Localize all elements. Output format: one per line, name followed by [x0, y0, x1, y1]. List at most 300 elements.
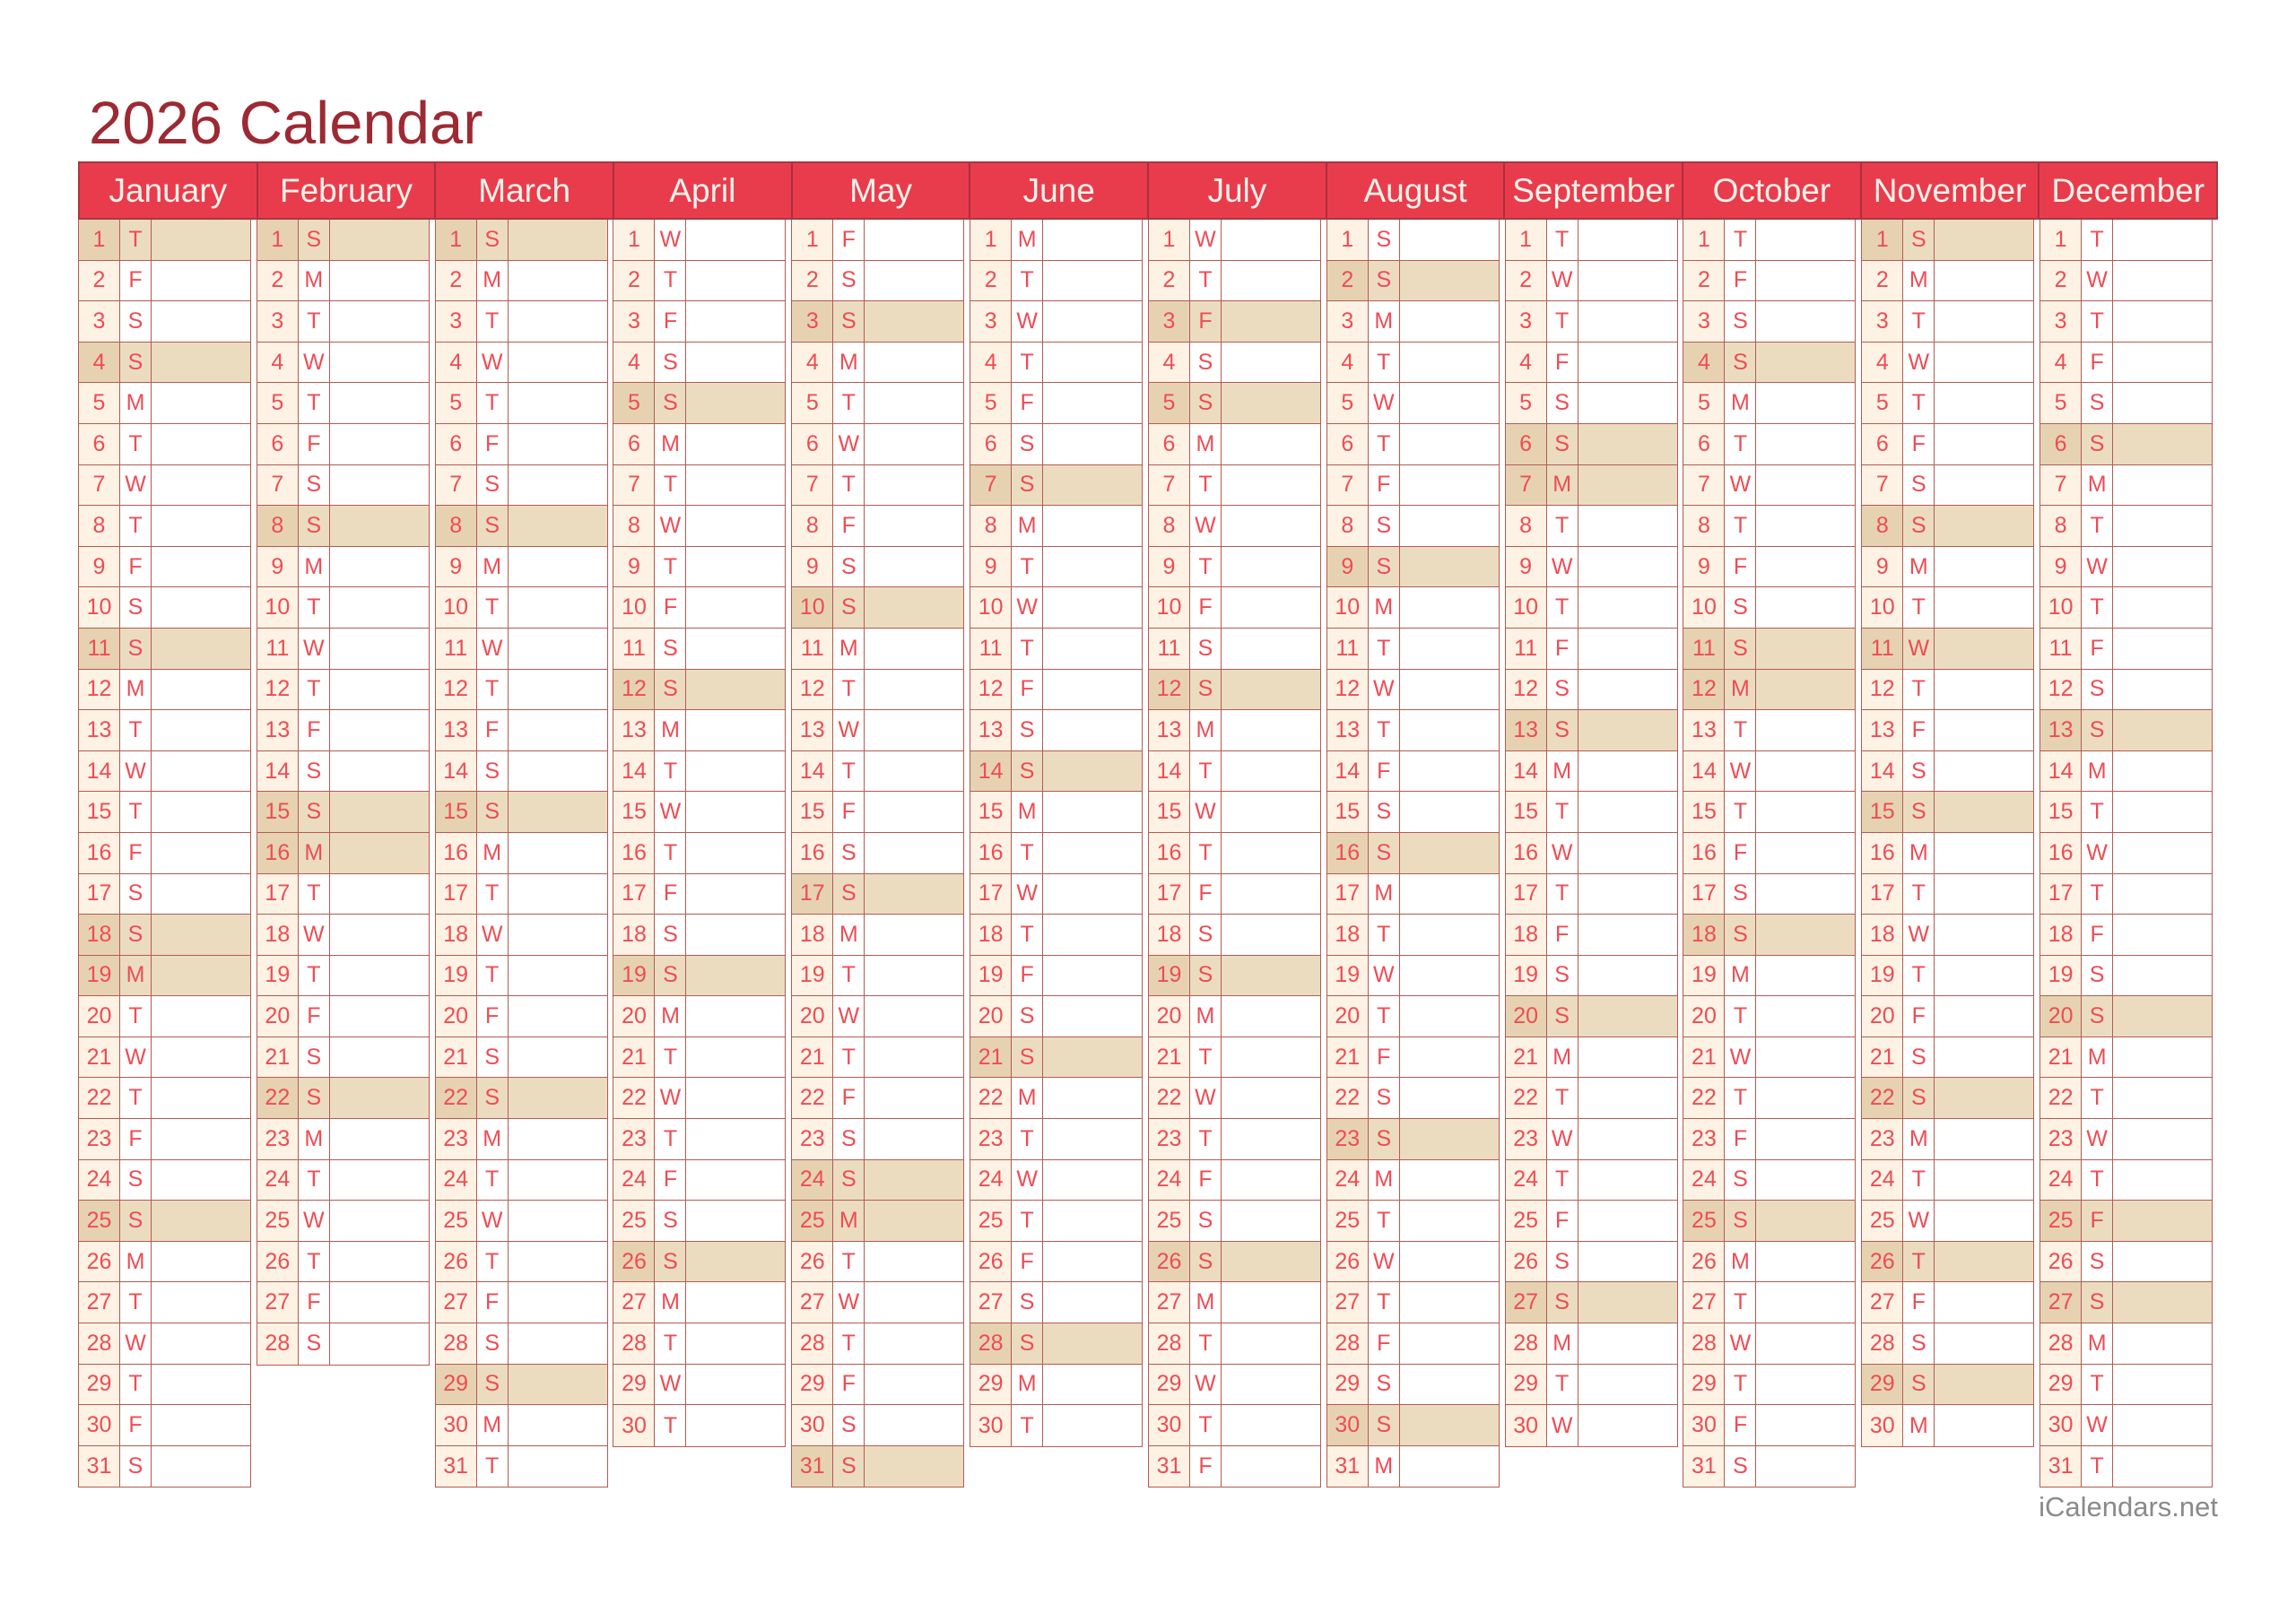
day-number-cell: 29: [1506, 1365, 1547, 1405]
day-note-cell: [1935, 792, 2033, 832]
day-letter-cell: M: [833, 915, 865, 955]
day-letter-cell: S: [1012, 424, 1043, 464]
day-row-march-17: [436, 874, 607, 915]
day-note-cell: [152, 1365, 250, 1405]
day-number-cell: 8: [1327, 506, 1369, 546]
day-row-april-7: [613, 465, 785, 507]
day-number-cell: 7: [257, 465, 299, 506]
day-number-cell: 28: [1149, 1323, 1190, 1364]
day-letter-cell: F: [1012, 383, 1043, 423]
day-note-cell: [152, 996, 250, 1037]
day-letter-cell: T: [299, 587, 330, 628]
month-table-may: [791, 220, 964, 1488]
day-note-cell: [1935, 670, 2033, 710]
day-row-march-19: [436, 956, 607, 997]
day-row-june-29: [970, 1365, 1142, 1406]
day-letter-cell: T: [833, 670, 865, 710]
day-number-cell: 4: [613, 343, 655, 383]
month-table-december: [2039, 220, 2213, 1488]
day-row-august-8: [1327, 506, 1499, 547]
day-note-cell: [1400, 343, 1499, 383]
day-number-cell: 24: [1683, 1160, 1725, 1201]
day-letter-cell: F: [1547, 915, 1578, 955]
day-letter-cell: T: [1903, 383, 1935, 423]
day-row-april-13: [613, 710, 785, 751]
day-letter-cell: S: [1190, 629, 1222, 669]
day-note-cell: [509, 751, 607, 792]
watermark-link[interactable]: iCalendars.net: [2039, 1491, 2218, 1522]
day-number-cell: 24: [1862, 1160, 1903, 1201]
day-row-july-7: [1149, 465, 1320, 507]
day-letter-cell: S: [1725, 1201, 1756, 1241]
day-letter-cell: S: [2082, 383, 2113, 423]
day-note-cell: [2113, 220, 2212, 260]
day-letter-cell: M: [833, 629, 865, 669]
day-note-cell: [1222, 220, 1320, 260]
day-letter-cell: W: [655, 792, 686, 832]
day-note-cell: [1756, 956, 1855, 996]
day-note-cell: [1756, 301, 1855, 342]
day-row-october-25: [1683, 1201, 1855, 1242]
day-note-cell: [686, 383, 785, 423]
day-letter-cell: S: [655, 915, 686, 955]
day-note-cell: [1043, 1323, 1142, 1364]
day-note-cell: [1578, 547, 1677, 587]
day-note-cell: [1400, 1078, 1499, 1118]
day-row-august-19: [1327, 956, 1499, 997]
day-letter-cell: S: [1903, 465, 1935, 506]
day-note-cell: [152, 547, 250, 587]
day-number-cell: 22: [1327, 1078, 1369, 1118]
day-note-cell: [1400, 629, 1499, 669]
day-letter-cell: T: [477, 1242, 509, 1282]
day-letter-cell: W: [1369, 956, 1400, 996]
day-note-cell: [509, 792, 607, 832]
day-note-cell: [152, 710, 250, 750]
day-note-cell: [1222, 915, 1320, 955]
day-number-cell: 8: [257, 506, 299, 546]
day-row-november-8: [1862, 506, 2033, 547]
day-number-cell: 2: [2040, 261, 2082, 301]
day-number-cell: 23: [1327, 1119, 1369, 1159]
day-number-cell: 9: [436, 547, 477, 587]
day-row-april-22: [613, 1078, 785, 1119]
day-note-cell: [686, 1078, 785, 1118]
day-number-cell: 26: [1506, 1242, 1547, 1282]
day-note-cell: [330, 220, 429, 260]
day-number-cell: 31: [1327, 1446, 1369, 1488]
month-header-august: August: [1326, 163, 1504, 218]
day-note-cell: [152, 301, 250, 342]
day-note-cell: [1935, 1365, 2033, 1405]
day-note-cell: [1222, 1323, 1320, 1364]
day-number-cell: 14: [1683, 751, 1725, 792]
day-letter-cell: S: [1547, 1242, 1578, 1282]
day-letter-cell: T: [1547, 874, 1578, 915]
day-row-august-10: [1327, 587, 1499, 629]
day-note-cell: [686, 547, 785, 587]
day-note-cell: [1222, 1119, 1320, 1159]
day-note-cell: [152, 1242, 250, 1282]
day-number-cell: 21: [1327, 1037, 1369, 1078]
day-letter-cell: W: [1903, 1201, 1935, 1241]
day-note-cell: [152, 874, 250, 915]
day-letter-cell: F: [1190, 874, 1222, 915]
day-row-january-25: [79, 1201, 250, 1242]
day-letter-cell: M: [1903, 261, 1935, 301]
day-note-cell: [1756, 1446, 1855, 1488]
day-number-cell: 14: [79, 751, 120, 792]
day-note-cell: [2113, 1405, 2212, 1445]
day-row-march-25: [436, 1201, 607, 1242]
day-note-cell: [1756, 1119, 1855, 1159]
day-row-july-30: [1149, 1405, 1320, 1446]
day-letter-cell: W: [2082, 1119, 2113, 1159]
day-number-cell: 14: [1862, 751, 1903, 792]
day-number-cell: 3: [1327, 301, 1369, 342]
day-note-cell: [509, 1446, 607, 1488]
day-row-january-4: [79, 343, 250, 384]
day-note-cell: [1043, 506, 1142, 546]
day-note-cell: [865, 1405, 963, 1445]
day-number-cell: 27: [79, 1282, 120, 1323]
day-note-cell: [1222, 547, 1320, 587]
day-row-august-30: [1327, 1405, 1499, 1446]
day-number-cell: 16: [613, 833, 655, 873]
day-row-october-27: [1683, 1282, 1855, 1323]
day-note-cell: [509, 915, 607, 955]
day-row-june-2: [970, 261, 1142, 302]
day-note-cell: [2113, 629, 2212, 669]
day-number-cell: 10: [436, 587, 477, 628]
day-row-june-24: [970, 1160, 1142, 1201]
day-letter-cell: S: [1903, 751, 1935, 792]
day-note-cell: [1578, 956, 1677, 996]
day-number-cell: 9: [2040, 547, 2082, 587]
day-row-june-3: [970, 301, 1142, 343]
day-row-march-6: [436, 424, 607, 465]
day-letter-cell: W: [1547, 261, 1578, 301]
day-number-cell: 15: [436, 792, 477, 832]
day-note-cell: [1756, 1160, 1855, 1201]
day-number-cell: 7: [1327, 465, 1369, 506]
day-note-cell: [1578, 874, 1677, 915]
day-note-cell: [686, 629, 785, 669]
day-letter-cell: T: [833, 383, 865, 423]
day-note-cell: [686, 996, 785, 1037]
day-letter-cell: T: [655, 261, 686, 301]
day-note-cell: [686, 1201, 785, 1241]
day-note-cell: [509, 629, 607, 669]
day-letter-cell: F: [1012, 670, 1043, 710]
day-letter-cell: S: [833, 1160, 865, 1201]
day-number-cell: 6: [79, 424, 120, 464]
day-row-july-5: [1149, 383, 1320, 424]
day-letter-cell: S: [1369, 506, 1400, 546]
day-note-cell: [865, 343, 963, 383]
day-note-cell: [686, 1323, 785, 1364]
day-number-cell: 6: [2040, 424, 2082, 464]
day-row-december-21: [2040, 1037, 2212, 1079]
day-letter-cell: S: [2082, 1242, 2113, 1282]
day-note-cell: [1400, 383, 1499, 423]
day-letter-cell: T: [1547, 220, 1578, 260]
day-row-july-19: [1149, 956, 1320, 997]
day-note-cell: [1935, 874, 2033, 915]
day-note-cell: [330, 915, 429, 955]
day-letter-cell: S: [1369, 1078, 1400, 1118]
day-letter-cell: M: [120, 956, 152, 996]
day-note-cell: [1578, 1323, 1677, 1364]
day-row-january-20: [79, 996, 250, 1037]
day-number-cell: 25: [257, 1201, 299, 1241]
day-number-cell: 26: [257, 1242, 299, 1282]
day-note-cell: [1935, 710, 2033, 750]
day-letter-cell: T: [1012, 629, 1043, 669]
day-number-cell: 23: [792, 1119, 833, 1159]
day-row-august-21: [1327, 1037, 1499, 1079]
day-letter-cell: S: [655, 1242, 686, 1282]
day-letter-cell: S: [1725, 587, 1756, 628]
day-letter-cell: W: [2082, 261, 2113, 301]
day-number-cell: 31: [1149, 1446, 1190, 1488]
day-number-cell: 18: [79, 915, 120, 955]
month-table-november: [1861, 220, 2034, 1447]
day-note-cell: [509, 1037, 607, 1078]
day-note-cell: [509, 343, 607, 383]
day-letter-cell: S: [2082, 956, 2113, 996]
day-note-cell: [686, 1405, 785, 1446]
day-row-november-22: [1862, 1078, 2033, 1119]
day-note-cell: [2113, 874, 2212, 915]
day-number-cell: 3: [2040, 301, 2082, 342]
day-letter-cell: T: [1190, 547, 1222, 587]
day-note-cell: [2113, 301, 2212, 342]
day-row-july-28: [1149, 1323, 1320, 1365]
day-number-cell: 28: [1327, 1323, 1369, 1364]
day-letter-cell: S: [1725, 343, 1756, 383]
day-number-cell: 21: [792, 1037, 833, 1078]
day-number-cell: 7: [1683, 465, 1725, 506]
day-letter-cell: M: [1190, 996, 1222, 1037]
day-note-cell: [152, 383, 250, 423]
day-number-cell: 15: [1862, 792, 1903, 832]
day-note-cell: [686, 751, 785, 792]
day-note-cell: [1935, 1037, 2033, 1078]
day-letter-cell: S: [655, 670, 686, 710]
day-letter-cell: T: [833, 1323, 865, 1364]
day-number-cell: 25: [436, 1201, 477, 1241]
day-number-cell: 12: [79, 670, 120, 710]
day-row-march-14: [436, 751, 607, 793]
day-row-april-14: [613, 751, 785, 793]
day-note-cell: [1756, 792, 1855, 832]
day-number-cell: 10: [1327, 587, 1369, 628]
day-letter-cell: S: [1725, 1160, 1756, 1201]
year-calendar: [78, 161, 2218, 1488]
day-letter-cell: M: [1012, 506, 1043, 546]
day-letter-cell: S: [120, 587, 152, 628]
day-number-cell: 12: [2040, 670, 2082, 710]
day-note-cell: [1222, 587, 1320, 628]
day-number-cell: 20: [1862, 996, 1903, 1037]
day-number-cell: 3: [792, 301, 833, 342]
day-note-cell: [1400, 1323, 1499, 1364]
day-note-cell: [1400, 465, 1499, 506]
day-row-march-28: [436, 1323, 607, 1365]
day-note-cell: [152, 1201, 250, 1241]
day-row-april-20: [613, 996, 785, 1037]
day-note-cell: [330, 506, 429, 546]
day-row-june-30: [970, 1405, 1142, 1446]
day-letter-cell: S: [833, 833, 865, 873]
day-note-cell: [1400, 547, 1499, 587]
day-number-cell: 5: [436, 383, 477, 423]
day-letter-cell: T: [120, 220, 152, 260]
day-number-cell: 11: [970, 629, 1012, 669]
day-note-cell: [686, 1037, 785, 1078]
day-row-may-2: [792, 261, 963, 302]
day-number-cell: 30: [79, 1405, 120, 1445]
day-row-may-30: [792, 1405, 963, 1446]
day-letter-cell: T: [477, 874, 509, 915]
day-letter-cell: T: [1369, 710, 1400, 750]
day-row-november-29: [1862, 1365, 2033, 1406]
day-letter-cell: T: [120, 506, 152, 546]
day-note-cell: [1222, 629, 1320, 669]
day-row-october-1: [1683, 220, 1855, 261]
day-row-february-26: [257, 1242, 429, 1283]
day-row-december-14: [2040, 751, 2212, 793]
day-number-cell: 24: [1327, 1160, 1369, 1201]
day-letter-cell: S: [1903, 1323, 1935, 1364]
day-number-cell: 20: [79, 996, 120, 1037]
day-number-cell: 26: [970, 1242, 1012, 1282]
day-number-cell: 16: [2040, 833, 2082, 873]
day-number-cell: 21: [1506, 1037, 1547, 1078]
day-row-july-25: [1149, 1201, 1320, 1242]
day-row-august-9: [1327, 547, 1499, 588]
day-number-cell: 14: [970, 751, 1012, 792]
day-row-january-10: [79, 587, 250, 629]
day-note-cell: [1756, 587, 1855, 628]
day-row-october-2: [1683, 261, 1855, 302]
day-letter-cell: S: [120, 874, 152, 915]
day-number-cell: 16: [257, 833, 299, 873]
day-row-april-9: [613, 547, 785, 588]
day-letter-cell: M: [1903, 547, 1935, 587]
day-row-july-18: [1149, 915, 1320, 956]
day-note-cell: [1043, 465, 1142, 506]
day-row-may-8: [792, 506, 963, 547]
day-row-august-22: [1327, 1078, 1499, 1119]
day-letter-cell: F: [120, 547, 152, 587]
day-letter-cell: S: [299, 792, 330, 832]
day-row-september-24: [1506, 1160, 1677, 1201]
day-letter-cell: S: [1190, 383, 1222, 423]
day-note-cell: [1935, 1078, 2033, 1118]
day-note-cell: [1935, 301, 2033, 342]
day-row-july-22: [1149, 1078, 1320, 1119]
day-letter-cell: M: [1903, 1405, 1935, 1446]
day-number-cell: 21: [1862, 1037, 1903, 1078]
day-number-cell: 1: [1506, 220, 1547, 260]
day-letter-cell: F: [1190, 1160, 1222, 1201]
day-number-cell: 3: [1506, 301, 1547, 342]
day-number-cell: 17: [436, 874, 477, 915]
day-number-cell: 30: [1683, 1405, 1725, 1445]
day-letter-cell: M: [2082, 465, 2113, 506]
day-row-january-29: [79, 1365, 250, 1406]
day-letter-cell: S: [1190, 1242, 1222, 1282]
day-note-cell: [330, 1078, 429, 1118]
day-note-cell: [509, 1282, 607, 1323]
day-row-november-17: [1862, 874, 2033, 915]
day-row-may-26: [792, 1242, 963, 1283]
day-row-december-18: [2040, 915, 2212, 956]
day-number-cell: 30: [1862, 1405, 1903, 1446]
day-row-february-19: [257, 956, 429, 997]
day-row-september-30: [1506, 1405, 1677, 1446]
day-row-may-10: [792, 587, 963, 629]
day-row-december-2: [2040, 261, 2212, 302]
day-note-cell: [330, 874, 429, 915]
day-number-cell: 13: [2040, 710, 2082, 750]
day-row-may-15: [792, 792, 963, 833]
day-row-june-7: [970, 465, 1142, 507]
day-letter-cell: W: [1547, 547, 1578, 587]
day-letter-cell: S: [120, 1160, 152, 1201]
day-row-january-22: [79, 1078, 250, 1119]
day-row-december-11: [2040, 629, 2212, 670]
day-letter-cell: F: [655, 874, 686, 915]
day-row-august-5: [1327, 383, 1499, 424]
day-note-cell: [1222, 1037, 1320, 1078]
day-note-cell: [509, 1119, 607, 1159]
day-number-cell: 11: [79, 629, 120, 669]
day-letter-cell: F: [1725, 547, 1756, 587]
day-letter-cell: M: [1012, 792, 1043, 832]
day-row-august-24: [1327, 1160, 1499, 1201]
day-note-cell: [865, 629, 963, 669]
day-row-january-5: [79, 383, 250, 424]
day-number-cell: 22: [970, 1078, 1012, 1118]
day-row-august-17: [1327, 874, 1499, 915]
day-number-cell: 23: [613, 1119, 655, 1159]
day-number-cell: 15: [1683, 792, 1725, 832]
day-note-cell: [865, 1282, 963, 1323]
day-letter-cell: S: [833, 261, 865, 301]
day-number-cell: 20: [792, 996, 833, 1037]
day-letter-cell: W: [1547, 1405, 1578, 1446]
day-note-cell: [152, 833, 250, 873]
day-letter-cell: M: [655, 424, 686, 464]
day-letter-cell: F: [2082, 915, 2113, 955]
day-letter-cell: W: [1012, 874, 1043, 915]
day-letter-cell: W: [477, 915, 509, 955]
day-note-cell: [1935, 343, 2033, 383]
day-number-cell: 26: [1327, 1242, 1369, 1282]
day-letter-cell: W: [1190, 1365, 1222, 1405]
day-row-may-16: [792, 833, 963, 874]
day-number-cell: 11: [1683, 629, 1725, 669]
day-number-cell: 21: [613, 1037, 655, 1078]
day-row-january-27: [79, 1282, 250, 1323]
day-note-cell: [865, 1078, 963, 1118]
day-letter-cell: T: [477, 1446, 509, 1488]
day-row-october-3: [1683, 301, 1855, 343]
day-letter-cell: W: [655, 1365, 686, 1405]
